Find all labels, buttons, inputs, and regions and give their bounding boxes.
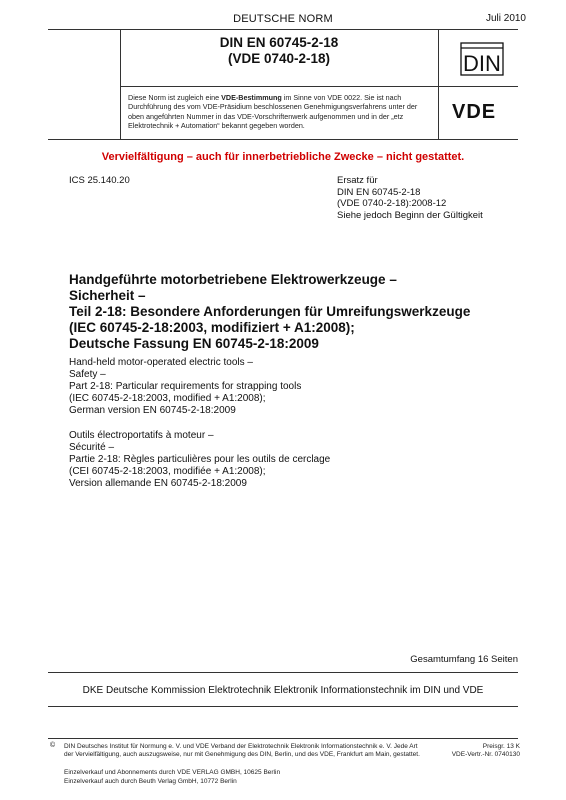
title-german-line: Sicherheit – xyxy=(69,288,146,303)
sales-info xyxy=(64,768,280,786)
din-logo xyxy=(460,42,504,76)
title-french-line: Outils électroportatifs à moteur – xyxy=(69,430,214,441)
title-german-line: Teil 2-18: Besondere Anforderungen für Umreifungswerkzeuge xyxy=(69,304,471,319)
title-english xyxy=(69,357,509,417)
vde-box-bottom-rule xyxy=(48,139,518,140)
title-french-line: (CEI 60745-2-18:2003, modifiée + A1:2008); xyxy=(69,466,266,477)
vde-note-text-end: im Sinne von VDE 0022. Sie ist nach Durchführung des vom VDE-Präsidium beschlossenen Genehmigungsverfahrens unter der oben angeführten Nummer in das VDE-Vorschriftenwerk aufgenommen und in der „etz Elektrotechnik + Automation“ bekannt gegeben worden. xyxy=(128,93,418,130)
title-german xyxy=(69,272,509,352)
vde-order-number: VDE-Vertr.-Nr. 0740130 xyxy=(451,751,520,758)
footer-rule xyxy=(48,738,518,739)
vde-note-text-start: Diese Norm ist zugleich eine xyxy=(128,93,222,102)
title-english-line: Safety – xyxy=(69,369,106,380)
din-logo-text: DIN xyxy=(463,51,501,76)
title-german-line: Deutsche Fassung EN 60745-2-18:2009 xyxy=(69,336,319,351)
vde-logo: VDE xyxy=(452,101,497,123)
title-german-line: (IEC 60745-2-18:2003, modifiziert + A1:2008); xyxy=(69,320,355,335)
title-french-line: Sécurité – xyxy=(69,442,115,453)
title-french-line: Partie 2-18: Règles particulières pour les outils de cerclage xyxy=(69,454,331,465)
copyright-symbol: © xyxy=(50,742,56,749)
logo-column-border xyxy=(438,29,439,139)
copyright-notice: DIN Deutsches Institut für Normung e. V. und VDE Verband der Elektrotechnik Elektronik Informationstechnik e. V. Jede Art der Vervielfältigung, auch auszugsweise, nur mit Genehmigung des DIN, Berlin, und des VDE, Frankfurt am Main, gestattet. xyxy=(64,743,420,758)
sales-line: Einzelverkauf auch durch Beuth Verlag GmbH, 10772 Berlin xyxy=(64,778,237,785)
vde-determination-note xyxy=(128,93,430,130)
title-german-line: Handgeführte motorbetriebene Elektrowerkzeuge – xyxy=(69,272,397,287)
vde-note-bold: VDE-Bestimmung xyxy=(221,93,282,102)
document-number-block xyxy=(120,35,438,67)
replacement-line: DIN EN 60745-2-18 xyxy=(337,186,421,198)
price-info xyxy=(452,743,520,759)
title-english-line: Part 2-18: Particular requirements for strapping tools xyxy=(69,381,302,392)
total-pages: Gesamtumfang 16 Seiten xyxy=(410,654,518,665)
replacement-line: Ersatz für xyxy=(337,175,378,186)
ics-code: ICS 25.140.20 xyxy=(69,175,130,186)
title-english-line: (IEC 60745-2-18:2003, modified + A1:2008); xyxy=(69,393,266,404)
header-rule xyxy=(48,29,518,30)
dke-top-rule xyxy=(48,672,518,673)
title-english-line: German version EN 60745-2-18:2009 xyxy=(69,405,236,416)
norm-type-label: DEUTSCHE NORM xyxy=(233,13,333,25)
replacement-info xyxy=(337,175,483,221)
document-number: DIN EN 60745-2-18 xyxy=(219,35,339,50)
title-english-line: Hand-held motor-operated electric tools – xyxy=(69,357,253,368)
replacement-line: (VDE 0740-2-18):2008-12 xyxy=(337,198,447,209)
price-group: Preisgr. 13 K xyxy=(482,743,520,750)
replacement-line: Siehe jedoch Beginn der Gültigkeit xyxy=(337,209,483,221)
vde-number: (VDE 0740-2-18) xyxy=(227,51,331,66)
dke-committee: DKE Deutsche Kommission Elektrotechnik Elektronik Informationstechnik im DIN und VDE xyxy=(82,685,484,696)
title-french xyxy=(69,430,509,490)
reproduction-notice: Vervielfältigung – auch für innerbetriebliche Zwecke – nicht gestattet. xyxy=(101,151,465,163)
title-box-divider xyxy=(120,86,518,87)
sales-line: Einzelverkauf und Abonnements durch VDE VERLAG GMBH, 10625 Berlin xyxy=(64,769,281,776)
title-french-line: Version allemande EN 60745-2-18:2009 xyxy=(69,478,247,489)
dke-bottom-rule xyxy=(48,706,518,707)
publication-date: Juli 2010 xyxy=(485,13,526,24)
